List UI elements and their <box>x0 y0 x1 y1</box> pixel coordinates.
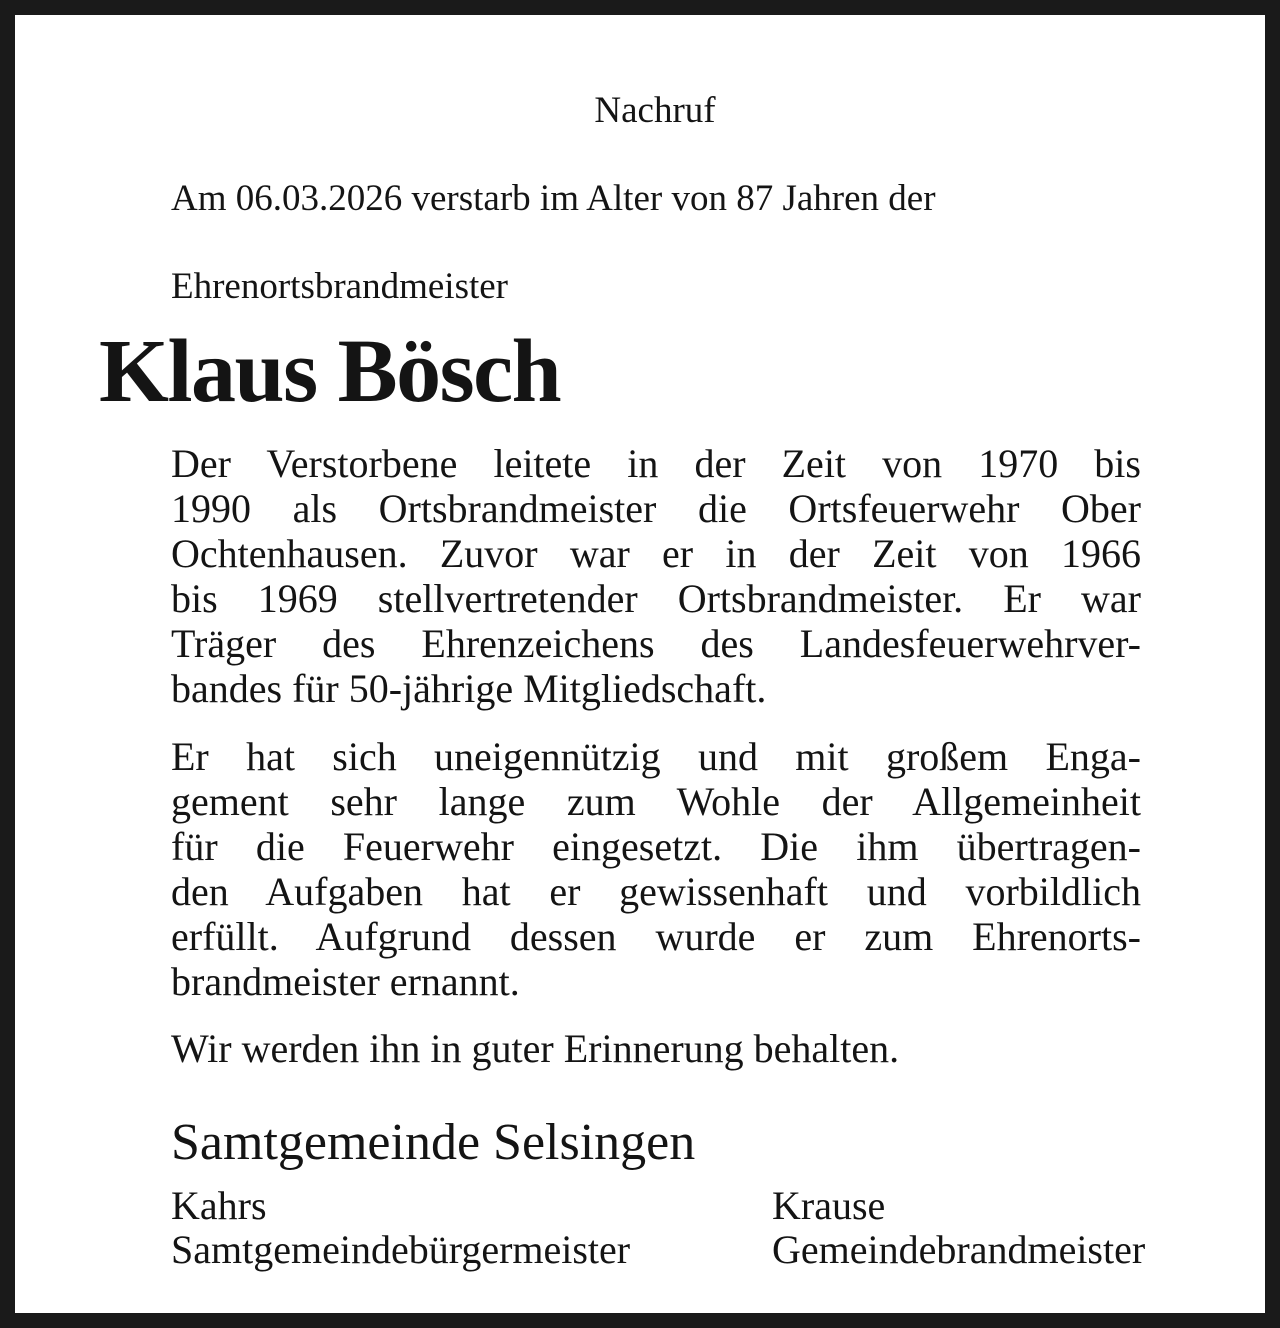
biography-paragraph <box>171 441 1141 711</box>
death-announcement: Am 06.03.2026 verstarb im Alter von 87 Jahren der <box>171 178 936 219</box>
text-line: den Aufgaben hat er gewissenhaft und vorbildlich <box>171 869 1141 914</box>
signatory-name: Kahrs <box>171 1183 267 1228</box>
text-line: für die Feuerwehr eingesetzt. Die ihm übertragen- <box>171 824 1141 869</box>
text-line: bandes für 50-jährige Mitgliedschaft. <box>171 666 767 711</box>
text-line: bis 1969 stellvertretender Ortsbrandmeister. Er war <box>171 576 1141 621</box>
honorary-rank: Ehrenortsbrandmeister <box>171 266 508 307</box>
text-line: 1990 als Ortsbrandmeister die Ortsfeuerwehr Ober <box>171 486 1141 531</box>
text-line: brandmeister ernannt. <box>171 959 520 1004</box>
organization-name: Samtgemeinde Selsingen <box>171 1114 696 1171</box>
text-line: Wir werden ihn in guter Erinnerung behalten. <box>171 1026 900 1071</box>
signatory-name: Krause <box>772 1183 886 1228</box>
closing-paragraph <box>171 1026 1141 1071</box>
deceased-name: Klaus Bösch <box>99 322 561 421</box>
text-line: Ochtenhausen. Zuvor war er in der Zeit von 1966 <box>171 531 1141 576</box>
signatory-title: Samtgemeindebürgermeister <box>171 1227 631 1272</box>
tribute-paragraph <box>171 734 1141 1004</box>
text-line: gement sehr lange zum Wohle der Allgemeinheit <box>171 779 1141 824</box>
text-line: erfüllt. Aufgrund dessen wurde er zum Ehrenorts- <box>171 914 1141 959</box>
text-line: Er hat sich uneigennützig und mit großem Enga- <box>171 734 1141 779</box>
signatory-title: Gemeindebrandmeister <box>772 1227 1146 1272</box>
notice-header: Nachruf <box>594 90 716 131</box>
text-line: Träger des Ehrenzeichens des Landesfeuerwehrver- <box>171 621 1141 666</box>
text-line: Der Verstorbene leitete in der Zeit von 1970 bis <box>171 441 1141 486</box>
